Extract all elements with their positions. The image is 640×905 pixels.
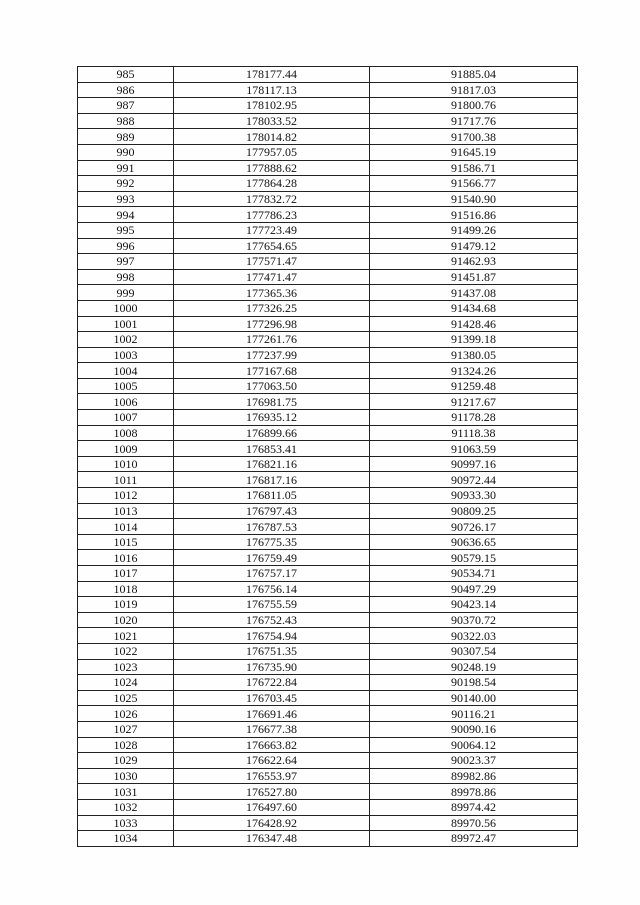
y-coordinate-cell: 91217.67 [370,394,578,410]
coordinates-table [77,66,578,847]
y-coordinate-cell: 90370.72 [370,612,578,628]
table-row [78,488,578,504]
table-row [78,207,578,223]
y-coordinate-cell: 91645.19 [370,144,578,160]
point-number-cell: 986 [78,82,174,98]
point-number-cell: 1014 [78,519,174,535]
y-coordinate-cell: 91885.04 [370,67,578,83]
y-coordinate-cell: 90497.29 [370,581,578,597]
point-number-cell: 1031 [78,784,174,800]
point-number-cell: 1032 [78,799,174,815]
point-number-cell: 995 [78,222,174,238]
table-row [78,300,578,316]
point-number-cell: 1024 [78,675,174,691]
point-number-cell: 998 [78,269,174,285]
y-coordinate-cell: 91800.76 [370,98,578,114]
x-coordinate-cell: 177471.47 [174,269,370,285]
table-row [78,815,578,831]
table-row [78,238,578,254]
x-coordinate-cell: 176428.92 [174,815,370,831]
point-number-cell: 1023 [78,659,174,675]
point-number-cell: 1008 [78,425,174,441]
point-number-cell: 1022 [78,643,174,659]
y-coordinate-cell: 91063.59 [370,441,578,457]
table-row [78,799,578,815]
y-coordinate-cell: 91700.38 [370,129,578,145]
table-row [78,456,578,472]
y-coordinate-cell: 89974.42 [370,799,578,815]
x-coordinate-cell: 177957.05 [174,144,370,160]
point-number-cell: 1009 [78,441,174,457]
x-coordinate-cell: 177888.62 [174,160,370,176]
y-coordinate-cell: 90636.65 [370,534,578,550]
x-coordinate-cell: 176754.94 [174,628,370,644]
point-number-cell: 985 [78,67,174,83]
x-coordinate-cell: 177654.65 [174,238,370,254]
point-number-cell: 1010 [78,456,174,472]
y-coordinate-cell: 90322.03 [370,628,578,644]
x-coordinate-cell: 176622.64 [174,753,370,769]
table-row [78,597,578,613]
y-coordinate-cell: 91324.26 [370,363,578,379]
y-coordinate-cell: 91118.38 [370,425,578,441]
table-row [78,285,578,301]
point-number-cell: 990 [78,144,174,160]
x-coordinate-cell: 178033.52 [174,113,370,129]
x-coordinate-cell: 176751.35 [174,643,370,659]
y-coordinate-cell: 90534.71 [370,566,578,582]
point-number-cell: 1007 [78,410,174,426]
y-coordinate-cell: 90726.17 [370,519,578,535]
point-number-cell: 1011 [78,472,174,488]
x-coordinate-cell: 176757.17 [174,566,370,582]
table-row [78,82,578,98]
point-number-cell: 1004 [78,363,174,379]
point-number-cell: 1027 [78,721,174,737]
table-row [78,519,578,535]
point-number-cell: 1033 [78,815,174,831]
point-number-cell: 992 [78,176,174,192]
x-coordinate-cell: 176722.84 [174,675,370,691]
x-coordinate-cell: 177167.68 [174,363,370,379]
point-number-cell: 1006 [78,394,174,410]
x-coordinate-cell: 177261.76 [174,332,370,348]
x-coordinate-cell: 176553.97 [174,768,370,784]
y-coordinate-cell: 91437.08 [370,285,578,301]
point-number-cell: 991 [78,160,174,176]
table-row [78,628,578,644]
table-row [78,176,578,192]
y-coordinate-cell: 90933.30 [370,488,578,504]
y-coordinate-cell: 91451.87 [370,269,578,285]
y-coordinate-cell: 90997.16 [370,456,578,472]
x-coordinate-cell: 176752.43 [174,612,370,628]
point-number-cell: 1013 [78,503,174,519]
x-coordinate-cell: 176663.82 [174,737,370,753]
point-number-cell: 1026 [78,706,174,722]
table-row [78,410,578,426]
y-coordinate-cell: 89982.86 [370,768,578,784]
x-coordinate-cell: 178117.13 [174,82,370,98]
point-number-cell: 1017 [78,566,174,582]
point-number-cell: 993 [78,191,174,207]
table-row [78,706,578,722]
point-number-cell: 1028 [78,737,174,753]
point-number-cell: 1021 [78,628,174,644]
table-row [78,394,578,410]
point-number-cell: 1001 [78,316,174,332]
y-coordinate-cell: 91399.18 [370,332,578,348]
table-row [78,753,578,769]
x-coordinate-cell: 176759.49 [174,550,370,566]
table-row [78,316,578,332]
point-number-cell: 1002 [78,332,174,348]
x-coordinate-cell: 176775.35 [174,534,370,550]
x-coordinate-cell: 176756.14 [174,581,370,597]
point-number-cell: 1018 [78,581,174,597]
y-coordinate-cell: 89972.47 [370,831,578,847]
point-number-cell: 1003 [78,347,174,363]
y-coordinate-cell: 91434.68 [370,300,578,316]
table-row [78,581,578,597]
table-row [78,472,578,488]
x-coordinate-cell: 178014.82 [174,129,370,145]
x-coordinate-cell: 178102.95 [174,98,370,114]
table-row [78,67,578,83]
table-row [78,737,578,753]
point-number-cell: 1005 [78,378,174,394]
table-row [78,254,578,270]
y-coordinate-cell: 91817.03 [370,82,578,98]
table-row [78,378,578,394]
table-row [78,721,578,737]
y-coordinate-cell: 89978.86 [370,784,578,800]
x-coordinate-cell: 176527.80 [174,784,370,800]
y-coordinate-cell: 91479.12 [370,238,578,254]
x-coordinate-cell: 177832.72 [174,191,370,207]
table-row [78,160,578,176]
x-coordinate-cell: 176703.45 [174,690,370,706]
y-coordinate-cell: 90198.54 [370,675,578,691]
x-coordinate-cell: 176821.16 [174,456,370,472]
point-number-cell: 989 [78,129,174,145]
x-coordinate-cell: 176497.60 [174,799,370,815]
table-row [78,129,578,145]
y-coordinate-cell: 91462.93 [370,254,578,270]
table-row [78,425,578,441]
y-coordinate-cell: 91178.28 [370,410,578,426]
x-coordinate-cell: 176935.12 [174,410,370,426]
table-row [78,675,578,691]
x-coordinate-cell: 176755.59 [174,597,370,613]
y-coordinate-cell: 91380.05 [370,347,578,363]
table-row [78,222,578,238]
table-row [78,98,578,114]
table-row [78,332,578,348]
y-coordinate-cell: 91428.46 [370,316,578,332]
table-row [78,566,578,582]
y-coordinate-cell: 91516.86 [370,207,578,223]
table-row [78,347,578,363]
table-row [78,363,578,379]
table-body [78,67,578,847]
point-number-cell: 999 [78,285,174,301]
point-number-cell: 994 [78,207,174,223]
y-coordinate-cell: 91499.26 [370,222,578,238]
x-coordinate-cell: 176797.43 [174,503,370,519]
point-number-cell: 1020 [78,612,174,628]
x-coordinate-cell: 176677.38 [174,721,370,737]
x-coordinate-cell: 176787.53 [174,519,370,535]
x-coordinate-cell: 177296.98 [174,316,370,332]
y-coordinate-cell: 90307.54 [370,643,578,659]
x-coordinate-cell: 176817.16 [174,472,370,488]
point-number-cell: 1019 [78,597,174,613]
y-coordinate-cell: 90809.25 [370,503,578,519]
x-coordinate-cell: 177786.23 [174,207,370,223]
x-coordinate-cell: 177326.25 [174,300,370,316]
table-row [78,534,578,550]
x-coordinate-cell: 176735.90 [174,659,370,675]
table-row [78,113,578,129]
point-number-cell: 1025 [78,690,174,706]
y-coordinate-cell: 90579.15 [370,550,578,566]
table-row [78,690,578,706]
table-row [78,191,578,207]
x-coordinate-cell: 177723.49 [174,222,370,238]
table-row [78,503,578,519]
point-number-cell: 996 [78,238,174,254]
point-number-cell: 1015 [78,534,174,550]
y-coordinate-cell: 90090.16 [370,721,578,737]
y-coordinate-cell: 90423.14 [370,597,578,613]
y-coordinate-cell: 91566.77 [370,176,578,192]
table-row [78,659,578,675]
point-number-cell: 988 [78,113,174,129]
table-row [78,550,578,566]
x-coordinate-cell: 176899.66 [174,425,370,441]
table-row [78,784,578,800]
y-coordinate-cell: 90248.19 [370,659,578,675]
y-coordinate-cell: 90140.00 [370,690,578,706]
x-coordinate-cell: 177063.50 [174,378,370,394]
x-coordinate-cell: 176691.46 [174,706,370,722]
y-coordinate-cell: 91717.76 [370,113,578,129]
point-number-cell: 1034 [78,831,174,847]
x-coordinate-cell: 177864.28 [174,176,370,192]
x-coordinate-cell: 178177.44 [174,67,370,83]
y-coordinate-cell: 91259.48 [370,378,578,394]
table-row [78,144,578,160]
x-coordinate-cell: 176811.05 [174,488,370,504]
table-row [78,612,578,628]
x-coordinate-cell: 177365.36 [174,285,370,301]
table-row [78,269,578,285]
point-number-cell: 997 [78,254,174,270]
x-coordinate-cell: 176853.41 [174,441,370,457]
point-number-cell: 1030 [78,768,174,784]
y-coordinate-cell: 89970.56 [370,815,578,831]
table-row [78,441,578,457]
y-coordinate-cell: 91540.90 [370,191,578,207]
y-coordinate-cell: 90064.12 [370,737,578,753]
table-row [78,768,578,784]
point-number-cell: 1029 [78,753,174,769]
x-coordinate-cell: 176347.48 [174,831,370,847]
y-coordinate-cell: 90116.21 [370,706,578,722]
table-row [78,831,578,847]
point-number-cell: 1000 [78,300,174,316]
y-coordinate-cell: 91586.71 [370,160,578,176]
y-coordinate-cell: 90023.37 [370,753,578,769]
point-number-cell: 1012 [78,488,174,504]
x-coordinate-cell: 177237.99 [174,347,370,363]
x-coordinate-cell: 176981.75 [174,394,370,410]
table-row [78,643,578,659]
point-number-cell: 1016 [78,550,174,566]
point-number-cell: 987 [78,98,174,114]
x-coordinate-cell: 177571.47 [174,254,370,270]
y-coordinate-cell: 90972.44 [370,472,578,488]
